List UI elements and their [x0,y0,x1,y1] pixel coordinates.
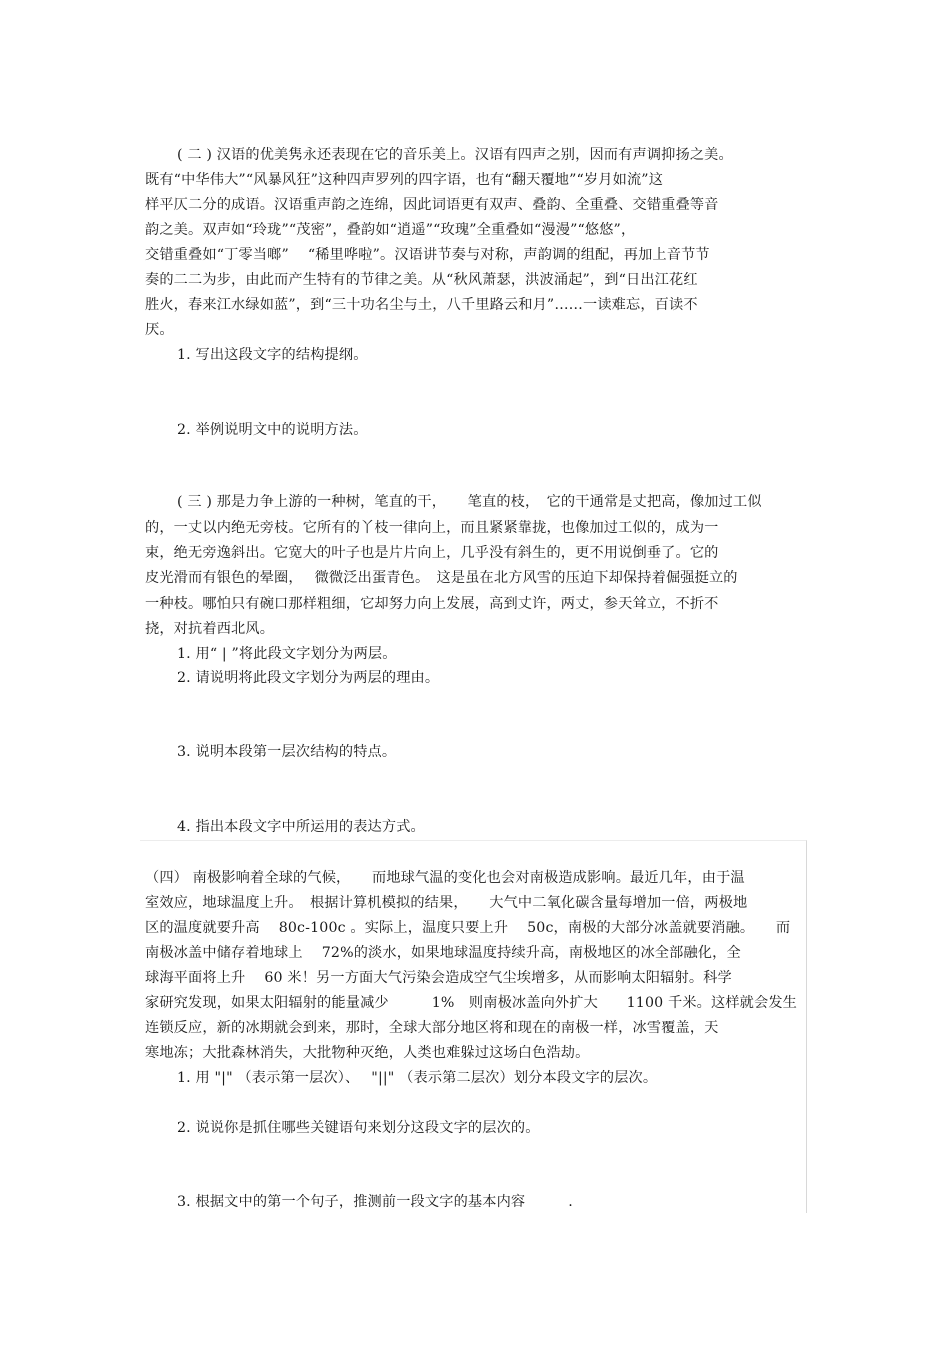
paragraph-line: 奏的二二为步，由此而产生特有的节律之美。从“秋风萧瑟，洪波涌起”，到“日出江花红 [145,272,698,288]
question-4: 4. 指出本段文字中所运用的表达方式。 [177,819,425,835]
question-2: 2. 举例说明文中的说明方法。 [177,422,368,438]
paragraph-line: 一种枝。哪怕只有碗口那样粗细，它却努力向上发展，高到丈许，两丈，参天耸立，不折不 [145,596,719,612]
paragraph-line: 区的温度就要升高 80c-100c 。实际上，温度只要上升 50c，南极的大部分冰盖就要消融。 而 [145,920,791,936]
paragraph-line: 交错重叠如“丁零当啷” “稀里哗啦”。汉语讲节奏与对称，声韵调的组配，再加上音节节 [145,247,710,263]
paragraph-line: 室效应，地球温度上升。 根据计算机模拟的结果， 大气中二氧化碳含量每增加一倍，两极地 [145,895,748,911]
paragraph-line: 样平仄二分的成语。汉语重声韵之连绵，因此词语更有双声、叠韵、全重叠、交错重叠等音 [145,197,719,213]
question-2: 2. 说说你是抓住哪些关键语句来划分这段文字的层次的。 [177,1120,540,1136]
paragraph-line: 寒地冻；大批森林消失，大批物种灭绝，人类也难躲过这场白色浩劫。 [145,1045,590,1061]
paragraph-line: ( 三 ) 那是力争上游的一种树，笔直的干， 笔直的枝， 它的干通常是丈把高，像加过工似 [177,494,762,510]
paragraph-line: 既有“中华伟大”“风暴风狂”这种四声罗列的四字语，也有“翻天覆地”“岁月如流”这 [145,172,664,188]
paragraph-line: 连锁反应，新的冰期就会到来，那时，全球大部分地区将和现在的南极一样，冰雪覆盖，天 [145,1020,719,1036]
question-2: 2. 请说明将此段文字划分为两层的理由。 [177,670,440,686]
question-3: 3. 根据文中的第一个句子，推测前一段文字的基本内容 . [177,1194,573,1210]
question-3: 3. 说明本段第一层次结构的特点。 [177,744,397,760]
paragraph-line: 挠，对抗着西北风。 [145,621,275,637]
paragraph-line: 的，一丈以内绝无旁枝。它所有的丫枝一律向上，而且紧紧靠拢，也像加过工似的，成为一 [145,520,719,536]
paragraph-line: 家研究发现，如果太阳辐射的能量减少 1% 则南极冰盖向外扩大 1100 千米。这样就会发生 [145,995,798,1011]
paragraph-line: 皮光滑而有银色的晕圈， 微微泛出蛋青色。 这是虽在北方风雪的压迫下却保持着倔强挺立的 [145,570,738,586]
question-1: 1. 用“ | ”将此段文字划分为两层。 [177,646,397,662]
question-1: 1. 写出这段文字的结构提纲。 [177,347,368,363]
paragraph-line: 韵之美。双声如“玲珑”“茂密”，叠韵如“逍遥”“玫瑰”全重叠如“漫漫”“悠悠”， [145,222,636,238]
paragraph-line: ( 二 ) 汉语的优美隽永还表现在它的音乐美上。汉语有四声之别，因而有声调抑扬之美。 [177,147,733,163]
paragraph-line: 球海平面将上升 60 米！另一方面大气污染会造成空气尘埃增多，从而影响太阳辐射。科学 [145,970,732,986]
paragraph-line: 束，绝无旁逸斜出。它宽大的叶子也是片片向上，几乎没有斜生的，更不用说倒垂了。它的 [145,545,719,561]
paragraph-line: 胜火，春来江水绿如蓝”，到“三十功名尘与土，八千里路云和月”……一读难忘，百读不 [145,297,698,313]
paragraph-line: 南极冰盖中储存着地球上 72%的淡水，如果地球温度持续升高，南极地区的冰全部融化，全 [145,945,741,961]
question-1: 1. 用 "|" （表示第一层次）、 "||" （表示第二层次）划分本段文字的层次。 [177,1070,658,1086]
paragraph-line: （四） 南极影响着全球的气候， 而地球气温的变化也会对南极造成影响。最近几年，由于温 [145,870,745,886]
paragraph-line: 厌。 [145,322,174,338]
